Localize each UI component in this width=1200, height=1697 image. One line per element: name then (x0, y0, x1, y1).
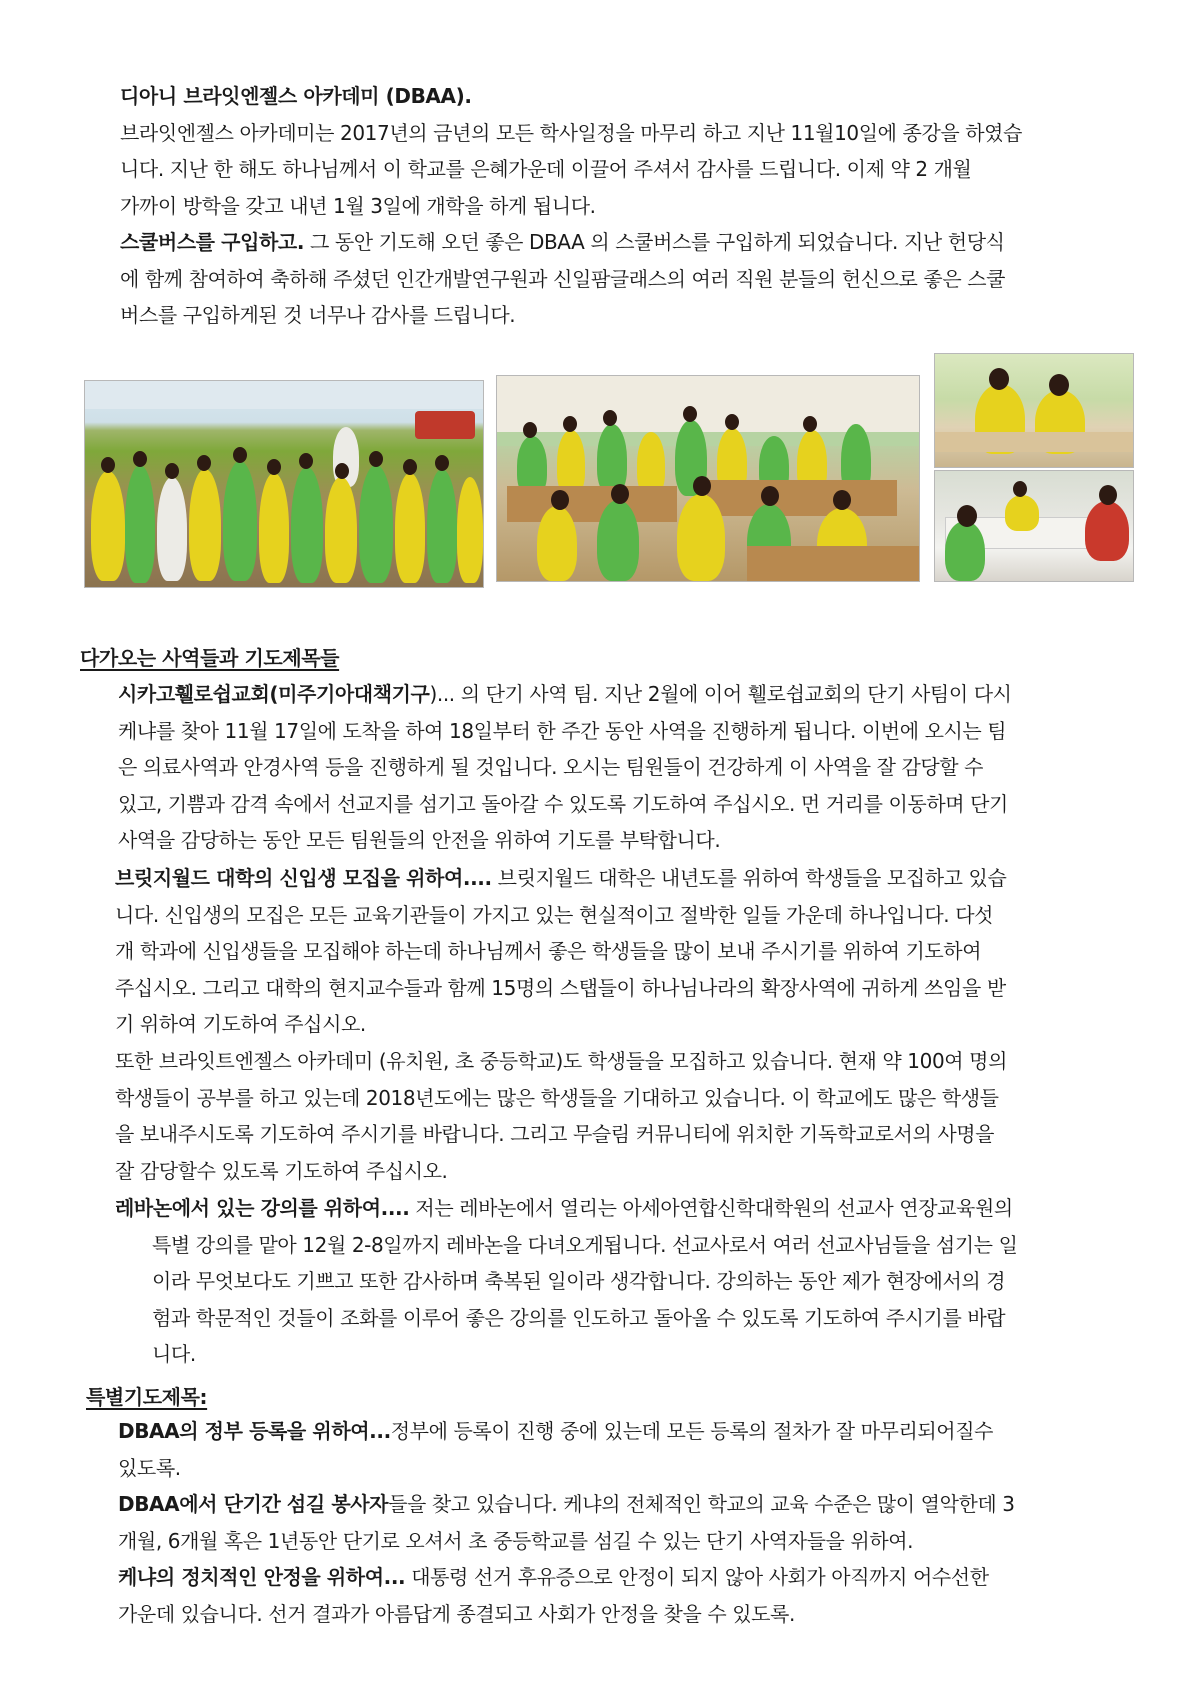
bridgeworld-line-1: 브릿지월드 대학의 신입생 모집을 위하여.... 브릿지월드 대학은 내년도를 위하여 학생들을 모집하고 있습 (115, 866, 1007, 890)
chicago-line-5: 사역을 감당하는 동안 모든 팀원들의 안전을 위하여 기도를 부탁합니다. (118, 828, 721, 852)
reg-bold: DBAA의 정부 등록을 위하여... (118, 1419, 391, 1443)
bus-line-2: 에 함께 참여하여 축하해 주셨던 인간개발연구원과 신일팜글래스의 여러 직원 분들의 헌신으로 좋은 스쿨 (120, 266, 1006, 291)
photo-classroom (496, 375, 920, 582)
brightangels-line-4: 잘 감당할수 있도록 기도하여 주십시오. (115, 1158, 448, 1183)
vol-bold: DBAA에서 단기간 섬길 봉사자 (118, 1492, 389, 1516)
upcoming-heading: 다가오는 사역들과 기도제목들 (80, 646, 340, 670)
reg-line-2: 있도록. (118, 1455, 181, 1480)
bridgeworld-line-2: 니다. 신입생의 모집은 모든 교육기관들이 가지고 있는 현실적이고 절박한 일들 가운데 하나입니다. 다섯 (115, 902, 994, 927)
kenya-line-1: 케냐의 정치적인 안정을 위하여... 대통령 선거 후유증으로 안정이 되지 않아 사회가 아직까지 어수선한 (118, 1565, 989, 1589)
chicago-bold: 시카고휄로쉽교회(미주기아대책기구 (118, 682, 430, 706)
photo-students-desks-bottom (934, 470, 1134, 582)
brightangels-recruit-section (115, 1043, 1130, 1189)
chicago-line-1: 시카고휄로쉽교회(미주기아대책기구)... 의 단기 사역 팀. 지난 2월에 이어 휄로쉽교회의 단기 사팀이 다시 (118, 682, 1012, 706)
vol-line-1: DBAA에서 단기간 섬길 봉사자들을 찾고 있습니다. 케냐의 전체적인 학교의 교육 수준은 많이 열악한데 3 (118, 1492, 1015, 1516)
brightangels-line-2: 학생들이 공부를 하고 있는데 2018년도에는 많은 학생들을 기대하고 있습니다. 이 학교에도 많은 학생들 (115, 1085, 999, 1110)
dbaa-para-line-1: 브라잇엔젤스 아카데미는 2017년의 금년의 모든 학사일정을 마무리 하고 지난 11월10일에 종강을 하였습 (120, 120, 1023, 145)
chicago-section (118, 676, 1130, 859)
brightangels-line-3: 을 보내주시도록 기도하여 주시기를 바랍니다. 그리고 무슬림 커뮤니티에 위치한 기독학교로서의 사명을 (115, 1122, 995, 1146)
dbaa-para-line-3: 가까이 방학을 갖고 내년 1월 3일에 개학을 하게 됩니다. (120, 193, 596, 218)
lebanon-section (115, 1190, 1130, 1373)
chicago-line-3: 은 의료사역과 안경사역 등을 진행하게 될 것입니다. 오시는 팀원들이 건강하게 이 사역을 잘 감당할 수 (118, 755, 984, 779)
bridgeworld-bold: 브릿지월드 대학의 신입생 모집을 위하여.... (115, 866, 492, 890)
reg-line-1: DBAA의 정부 등록을 위하여...정부에 등록이 진행 중에 있는데 모든 등록의 절차가 잘 마무리되어질수 (118, 1419, 994, 1443)
dbaa-section (120, 78, 1130, 334)
chicago-line-2: 케냐를 찾아 11월 17일에 도착을 하여 18일부터 한 주간 동안 사역을 진행하게 됩니다. 이번에 오시는 팀 (118, 718, 1007, 743)
lebanon-bold: 레바논에서 있는 강의를 위하여.... (115, 1196, 410, 1220)
bus-bold: 스쿨버스를 구입하고. (120, 230, 305, 254)
photo-students-desks-top (934, 353, 1134, 468)
brightangels-line-1: 또한 브라잇트엔젤스 아카데미 (유치원, 초 중등학교)도 학생들을 모집하고 있습니다. 현재 약 100여 명의 (115, 1049, 1007, 1073)
special-heading: 특별기도제목: (86, 1385, 208, 1409)
bridgeworld-section (115, 860, 1130, 1043)
kenya-line-2: 가운데 있습니다. 선거 결과가 아름답게 종결되고 사회가 안정을 찾을 수 있도록. (118, 1601, 795, 1626)
bus-line-3: 버스를 구입하게된 것 너무나 감사를 드립니다. (120, 303, 516, 327)
chicago-line-4: 있고, 기쁨과 감격 속에서 선교지를 섬기고 돌아갈 수 있도록 기도하여 주십시오. 먼 거리를 이동하며 단기 (118, 791, 1008, 816)
bridgeworld-line-4: 주십시오. 그리고 대학의 현지교수들과 함께 15명의 스탭들이 하나님나라의 확장사역에 귀하게 쓰임을 받 (115, 975, 1006, 1000)
photo-students-outdoor (84, 380, 484, 588)
kenya-bold: 케냐의 정치적인 안정을 위하여... (118, 1565, 406, 1589)
bus-line-1: 스쿨버스를 구입하고. 그 동안 기도해 오던 좋은 DBAA 의 스쿨버스를 구입하게 되었습니다. 지난 헌당식 (120, 230, 1005, 254)
lebanon-line-1: 레바논에서 있는 강의를 위하여.... 저는 레바논에서 열리는 아세아연합신학대학원의 선교사 연장교육원의 (115, 1196, 1013, 1220)
bridgeworld-line-3: 개 학과에 신입생들을 모집해야 하는데 하나님께서 좋은 학생들을 많이 보내 주시기를 위하여 기도하여 (115, 939, 982, 963)
lebanon-line-4: 험과 학문적인 것들이 조화를 이루어 좋은 강의를 인도하고 돌아올 수 있도록 기도하여 주시기를 바랍 (152, 1305, 1006, 1330)
dbaa-para-line-2: 니다. 지난 한 해도 하나님께서 이 학교를 은혜가운데 이끌어 주셔서 감사를 드립니다. 이제 약 2 개월 (120, 157, 972, 181)
lebanon-line-3: 이라 무엇보다도 기쁘고 또한 감사하며 축복된 일이라 생각합니다. 강의하는 동안 제가 현장에서의 경 (152, 1269, 1006, 1293)
dbaa-title: 디아니 브라잇엔젤스 아카데미 (DBAA). (120, 84, 472, 108)
lebanon-line-2: 특별 강의를 맡아 12월 2-8일까지 레바논을 다녀오게됩니다. 선교사로서 여러 선교사님들을 섬기는 일 (152, 1232, 1018, 1257)
special-section (118, 1413, 1130, 1632)
lebanon-line-5: 니다. (152, 1342, 196, 1366)
vol-line-2: 개월, 6개월 혹은 1년동안 단기로 오셔서 초 중등학교를 섬길 수 있는 단기 사역자들을 위하여. (118, 1528, 914, 1553)
bridgeworld-line-5: 기 위하여 기도하여 주십시오. (115, 1012, 366, 1036)
